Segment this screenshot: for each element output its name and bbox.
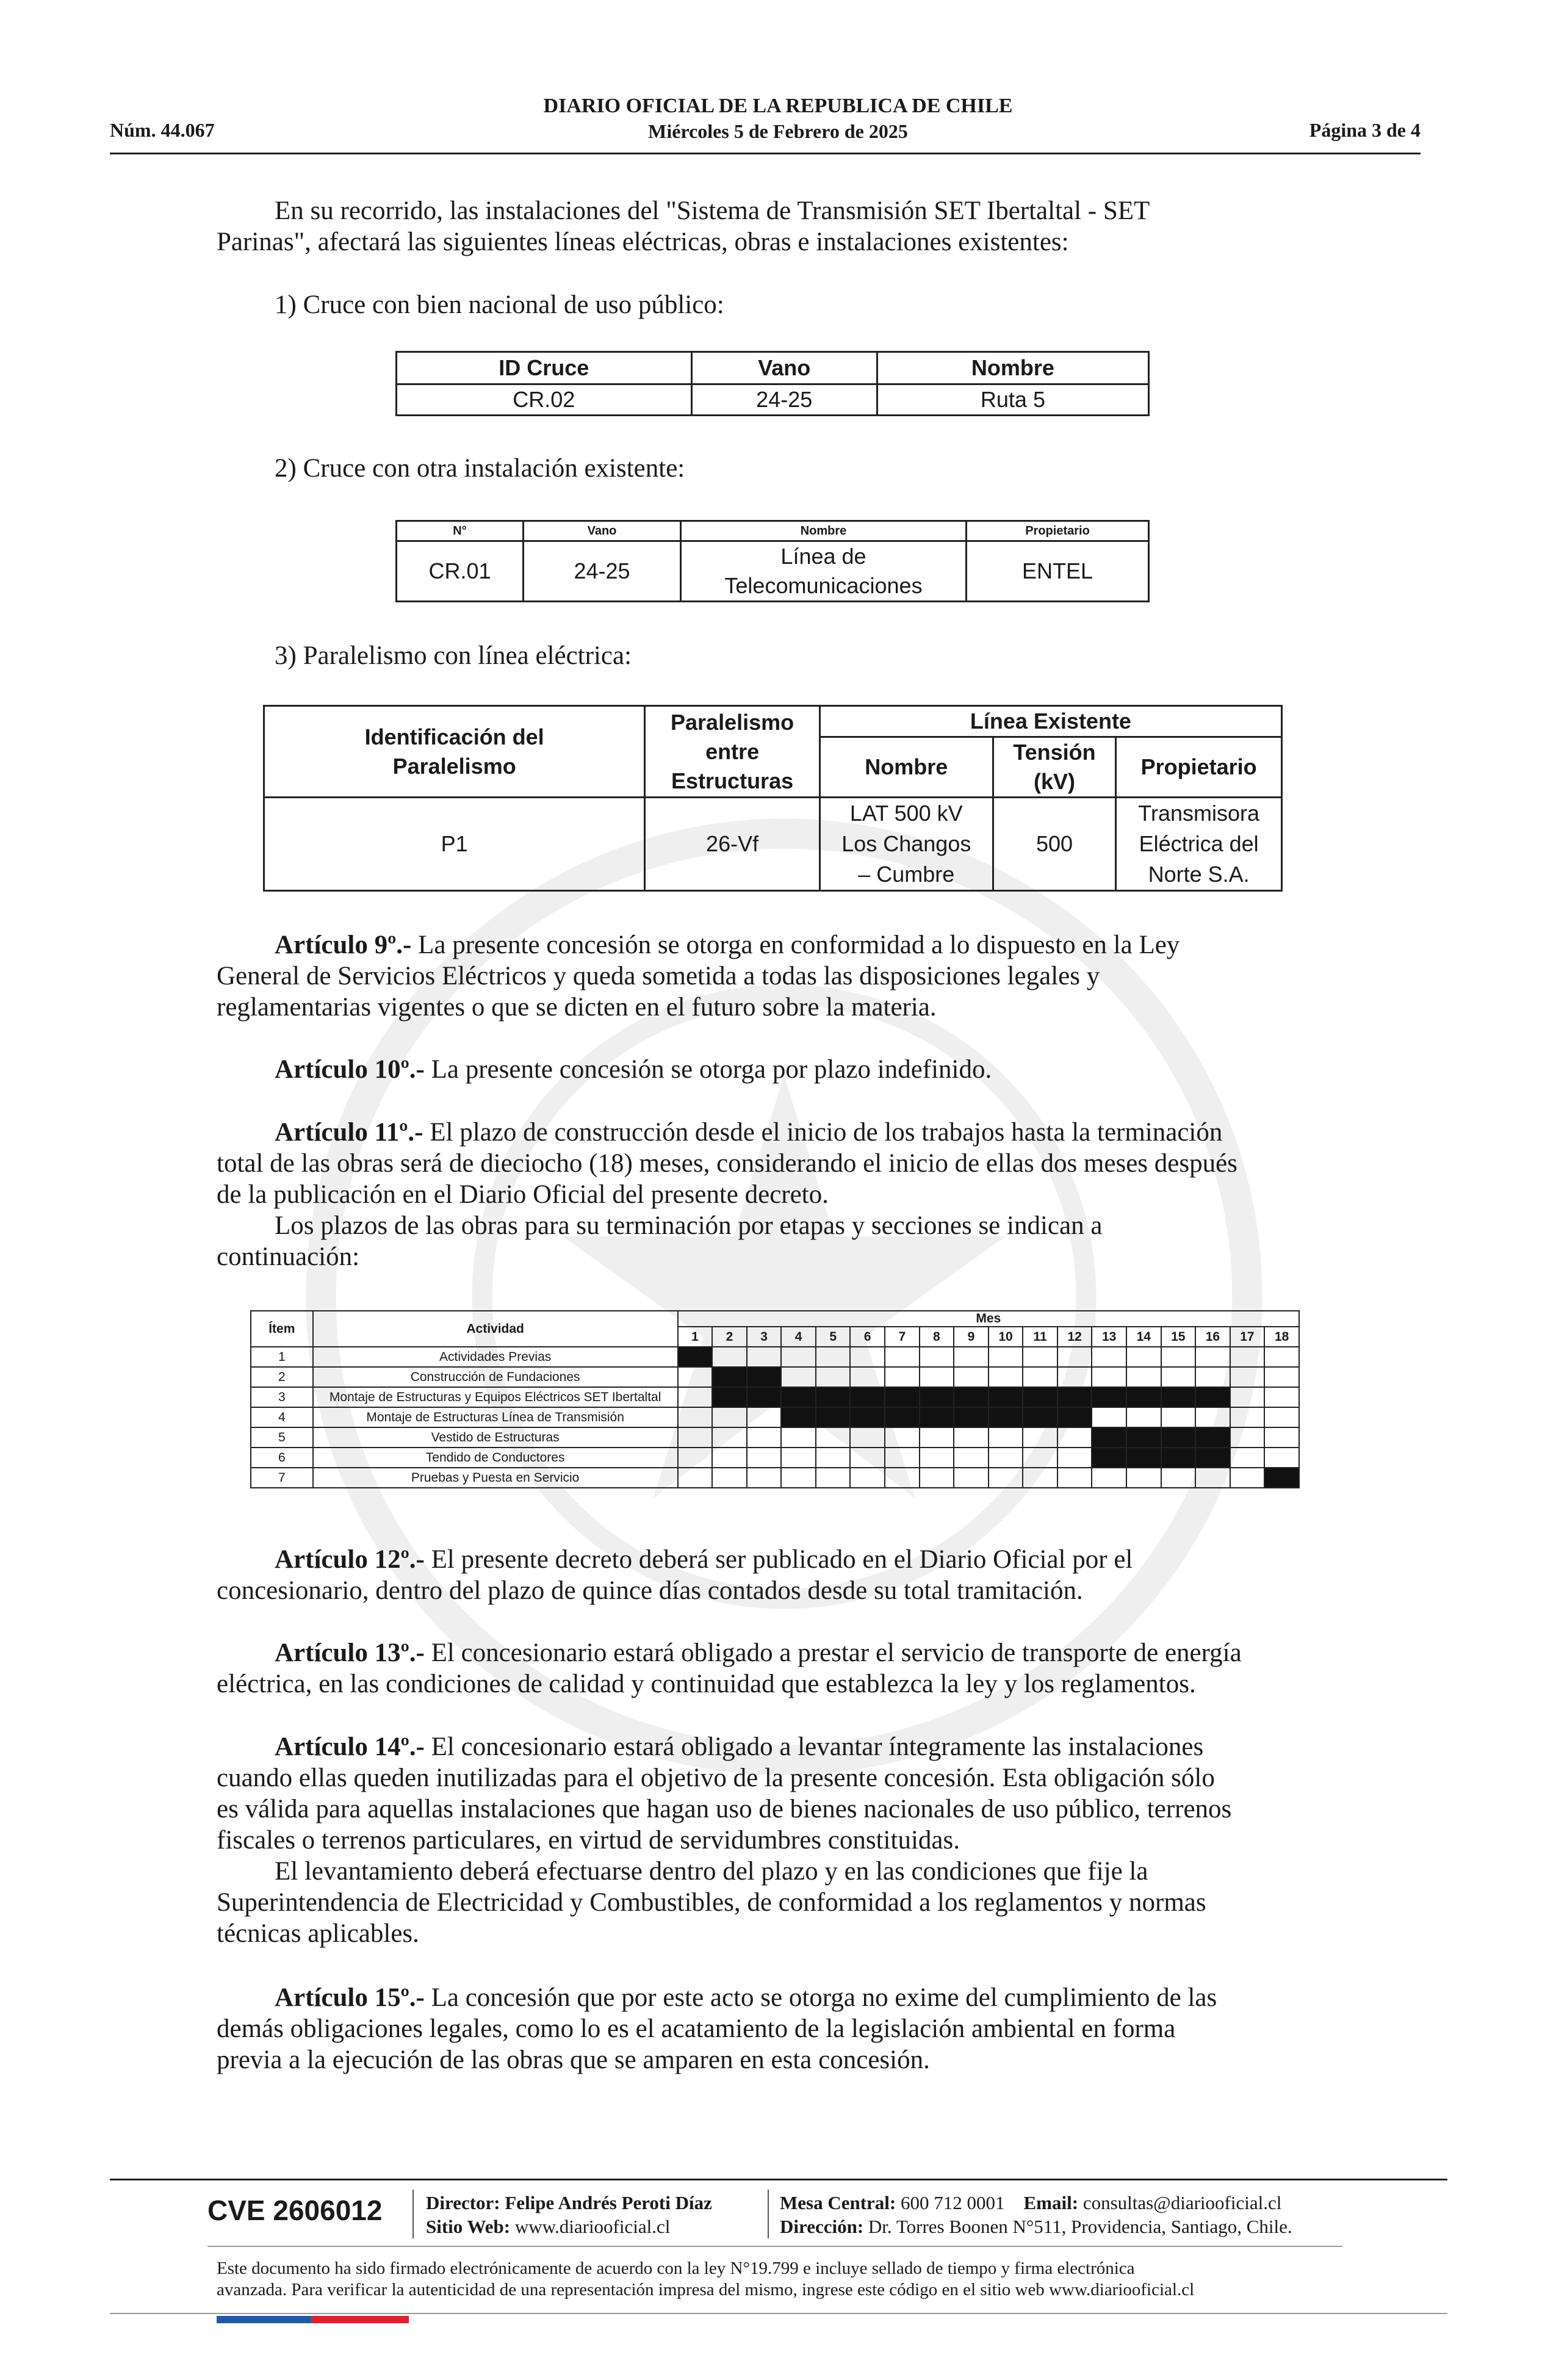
schedule-empty-cell	[1057, 1448, 1092, 1468]
schedule-empty-cell	[1057, 1468, 1092, 1488]
table-cell: ENTEL	[967, 541, 1149, 602]
article-text: cuando ellas queden inutilizadas para el objetivo de la presente concesión. Esta obligación sólo	[217, 1764, 1215, 1792]
schedule-empty-cell	[781, 1448, 816, 1468]
schedule-empty-cell	[816, 1468, 851, 1488]
article-label: Artículo 13º.-	[275, 1639, 425, 1667]
table-cell: LAT 500 kV Los Changos – Cumbre	[819, 798, 993, 891]
table-cell: P1	[264, 798, 645, 891]
schedule-empty-cell	[1023, 1448, 1057, 1468]
article-text: El concesionario estará obligado a levantar íntegramente las instalaciones	[431, 1733, 1204, 1761]
schedule-empty-cell	[747, 1468, 782, 1488]
schedule-bar-cell	[989, 1387, 1023, 1407]
schedule-empty-cell	[1092, 1468, 1126, 1488]
article-text: continuación:	[217, 1242, 360, 1271]
schedule-empty-cell	[781, 1427, 816, 1448]
schedule-bar-cell	[781, 1387, 816, 1407]
schedule-empty-cell	[1023, 1347, 1057, 1367]
schedule-bar-cell	[1161, 1448, 1196, 1468]
director-label: Director:	[426, 2192, 500, 2213]
schedule-empty-cell	[954, 1468, 989, 1488]
article-11	[217, 1117, 1338, 1272]
col-header: Propietario	[967, 521, 1149, 541]
schedule-empty-cell	[920, 1468, 954, 1488]
schedule-item: 4	[251, 1407, 313, 1427]
schedule-empty-cell	[1023, 1468, 1057, 1488]
month-header: 11	[1023, 1327, 1057, 1347]
article-text: total de las obras será de dieciocho (18) meses, considerando el inicio de ellas dos meses después	[217, 1149, 1237, 1178]
schedule-empty-cell	[1126, 1367, 1161, 1387]
crossing-installation-table	[395, 520, 1150, 602]
schedule-empty-cell	[816, 1347, 851, 1367]
parallelism-table	[263, 705, 1283, 892]
schedule-bar-cell	[885, 1407, 920, 1427]
schedule-item: 7	[251, 1468, 313, 1488]
schedule-empty-cell	[1126, 1347, 1161, 1367]
website-link[interactable]: www.diariooficial.cl	[514, 2216, 671, 2237]
article-14	[217, 1731, 1338, 1949]
email-link[interactable]: consultas@diariooficial.cl	[1082, 2192, 1282, 2213]
footer-separator	[412, 2190, 414, 2238]
schedule-activity: Actividades Previas	[313, 1347, 678, 1367]
schedule-empty-cell	[989, 1448, 1023, 1468]
schedule-empty-cell	[1230, 1407, 1265, 1427]
schedule-empty-cell	[678, 1387, 713, 1407]
schedule-bar-cell	[747, 1387, 782, 1407]
schedule-empty-cell	[885, 1448, 920, 1468]
schedule-empty-cell	[1057, 1347, 1092, 1367]
section-1-title: 1) Cruce con bien nacional de uso público:	[275, 290, 724, 319]
schedule-activity: Montaje de Estructuras y Equipos Eléctricos SET Ibertaltal	[313, 1387, 678, 1407]
schedule-empty-cell	[1264, 1427, 1299, 1448]
schedule-item: 1	[251, 1347, 313, 1367]
article-label: Artículo 10º.-	[275, 1055, 425, 1084]
schedule-bar-cell	[747, 1367, 782, 1387]
article-text: La presente concesión se otorga en conformidad a lo dispuesto en la Ley	[418, 931, 1180, 959]
schedule-bar-cell	[712, 1387, 747, 1407]
article-text: Los plazos de las obras para su terminación por etapas y secciones se indican a	[275, 1211, 1103, 1240]
schedule-item: 3	[251, 1387, 313, 1407]
schedule-empty-cell	[678, 1448, 713, 1468]
crossing-public-table	[395, 351, 1150, 416]
schedule-empty-cell	[712, 1468, 747, 1488]
month-header: 3	[747, 1327, 782, 1347]
schedule-bar-cell	[816, 1407, 851, 1427]
table-cell: Línea de Telecomunicaciones	[681, 541, 967, 602]
month-header: 5	[816, 1327, 851, 1347]
table-cell: CR.01	[397, 541, 524, 602]
article-text: General de Servicios Eléctricos y queda sometida a todas las disposiciones legales y	[217, 962, 1100, 990]
schedule-activity: Montaje de Estructuras Línea de Transmisión	[313, 1407, 678, 1427]
month-header: 4	[781, 1327, 816, 1347]
month-header: 15	[1161, 1327, 1196, 1347]
schedule-empty-cell	[1195, 1347, 1230, 1367]
schedule-bar-cell	[1057, 1407, 1092, 1427]
article-label: Artículo 11º.-	[275, 1118, 423, 1147]
table-cell: 24-25	[691, 384, 877, 416]
schedule-bar-cell	[1023, 1387, 1057, 1407]
schedule-bar-cell	[1161, 1427, 1196, 1448]
legal-note	[217, 2258, 1339, 2301]
footer-director-block	[426, 2191, 712, 2238]
article-text: fiscales o terrenos particulares, en virtud de servidumbres constituidas.	[217, 1826, 960, 1855]
month-header: 14	[1126, 1327, 1161, 1347]
month-header: 8	[920, 1327, 954, 1347]
col-header: N°	[397, 521, 524, 541]
schedule-item: 2	[251, 1367, 313, 1387]
article-text: Superintendencia de Electricidad y Combustibles, de conformidad a los reglamentos y normas	[217, 1888, 1206, 1917]
schedule-bar-cell	[1023, 1407, 1057, 1427]
schedule-empty-cell	[954, 1367, 989, 1387]
month-header: 17	[1230, 1327, 1265, 1347]
schedule-activity: Tendido de Conductores	[313, 1448, 678, 1468]
schedule-activity: Construcción de Fundaciones	[313, 1367, 678, 1387]
schedule-row	[251, 1387, 1299, 1407]
address-text: Dr. Torres Boonen N°511, Providencia, Santiago, Chile.	[868, 2216, 1292, 2237]
schedule-empty-cell	[885, 1427, 920, 1448]
schedule-bar-cell	[816, 1387, 851, 1407]
schedule-empty-cell	[1195, 1468, 1230, 1488]
schedule-empty-cell	[747, 1427, 782, 1448]
footer-divider	[110, 2179, 1447, 2180]
schedule-bar-cell	[781, 1407, 816, 1427]
article-text: La concesión que por este acto se otorga no exime del cumplimiento de las	[431, 1983, 1217, 2012]
schedule-bar-cell	[1264, 1468, 1299, 1488]
article-10	[217, 1054, 1338, 1085]
schedule-bar-cell	[885, 1387, 920, 1407]
email-label: Email:	[1023, 2192, 1079, 2213]
col-header: Propietario	[1116, 737, 1282, 798]
newspaper-title: DIARIO OFICIAL DE LA REPUBLICA DE CHILE	[543, 95, 1013, 117]
article-text: El plazo de construcción desde el inicio de los trabajos hasta la terminación	[430, 1118, 1223, 1147]
schedule-empty-cell	[954, 1427, 989, 1448]
col-header: Actividad	[313, 1311, 678, 1347]
schedule-empty-cell	[1161, 1367, 1196, 1387]
schedule-empty-cell	[1195, 1367, 1230, 1387]
schedule-bar-cell	[850, 1407, 885, 1427]
month-header: 6	[850, 1327, 885, 1347]
schedule-empty-cell	[1126, 1468, 1161, 1488]
article-15	[217, 1982, 1338, 2075]
phone-number: 600 712 0001	[901, 2192, 1005, 2213]
schedule-empty-cell	[885, 1367, 920, 1387]
schedule-bar-cell	[1126, 1448, 1161, 1468]
article-text: demás obligaciones legales, como lo es el acatamiento de la legislación ambiental en forma	[217, 2014, 1176, 2043]
schedule-empty-cell	[1230, 1448, 1265, 1468]
month-header: 9	[954, 1327, 989, 1347]
schedule-empty-cell	[1057, 1367, 1092, 1387]
footer-thin-divider	[207, 2246, 1342, 2247]
schedule-empty-cell	[1195, 1407, 1230, 1427]
schedule-empty-cell	[1264, 1407, 1299, 1427]
legal-note-line: avanzada. Para verificar la autenticidad de una representación impresa del mismo, ingrese este código en el sitio web www.diariooficial.cl	[217, 2280, 1195, 2299]
website-label: Sitio Web:	[426, 2216, 511, 2237]
month-header: 10	[989, 1327, 1023, 1347]
phone-label: Mesa Central:	[780, 2192, 896, 2213]
schedule-empty-cell	[989, 1347, 1023, 1367]
article-text: concesionario, dentro del plazo de quince días contados desde su total tramitación.	[217, 1576, 1083, 1605]
col-header: Vano	[691, 352, 877, 384]
article-12	[217, 1544, 1338, 1606]
table-cell: Transmisora Eléctrica del Norte S.A.	[1116, 798, 1282, 891]
article-text: La presente concesión se otorga por plazo indefinido.	[431, 1055, 992, 1084]
schedule-empty-cell	[1126, 1407, 1161, 1427]
month-header: 16	[1195, 1327, 1230, 1347]
schedule-row	[251, 1448, 1299, 1468]
schedule-empty-cell	[1161, 1347, 1196, 1367]
schedule-bar-cell	[954, 1407, 989, 1427]
article-13	[217, 1637, 1338, 1700]
footer-contact-block	[780, 2191, 1292, 2238]
col-header: Tensión (kV)	[993, 737, 1116, 798]
schedule-activity: Pruebas y Puesta en Servicio	[313, 1468, 678, 1488]
schedule-empty-cell	[1023, 1427, 1057, 1448]
col-header: Identificación del Paralelismo	[264, 706, 645, 798]
schedule-empty-cell	[1161, 1407, 1196, 1427]
col-header: Nombre	[819, 737, 993, 798]
schedule-empty-cell	[781, 1347, 816, 1367]
schedule-empty-cell	[850, 1367, 885, 1387]
schedule-empty-cell	[1092, 1347, 1126, 1367]
schedule-empty-cell	[678, 1367, 713, 1387]
schedule-empty-cell	[885, 1468, 920, 1488]
schedule-activity: Vestido de Estructuras	[313, 1427, 678, 1448]
schedule-bar-cell	[1126, 1427, 1161, 1448]
article-text: eléctrica, en las condiciones de calidad y continuidad que establezca la ley y los reglamentos.	[217, 1670, 1196, 1698]
header-divider	[110, 153, 1421, 154]
section-3-title: 3) Paralelismo con línea eléctrica:	[275, 641, 632, 670]
schedule-empty-cell	[816, 1448, 851, 1468]
schedule-empty-cell	[1230, 1468, 1265, 1488]
schedule-empty-cell	[920, 1448, 954, 1468]
col-header: Ítem	[251, 1311, 313, 1347]
article-label: Artículo 14º.-	[275, 1733, 425, 1761]
schedule-bar-cell	[1195, 1387, 1230, 1407]
schedule-bar-cell	[1195, 1427, 1230, 1448]
schedule-row	[251, 1407, 1299, 1427]
schedule-empty-cell	[678, 1468, 713, 1488]
month-header: 13	[1092, 1327, 1126, 1347]
schedule-empty-cell	[1230, 1367, 1265, 1387]
article-text: reglamentarias vigentes o que se dicten en el futuro sobre la materia.	[217, 993, 937, 1022]
schedule-empty-cell	[1057, 1427, 1092, 1448]
col-header: Paralelismo entre Estructuras	[645, 706, 820, 798]
schedule-empty-cell	[989, 1367, 1023, 1387]
schedule-empty-cell	[1092, 1367, 1126, 1387]
flag-stripe-red	[311, 2316, 409, 2323]
col-header: Línea Existente	[819, 706, 1281, 737]
table-cell: 500	[993, 798, 1116, 891]
schedule-empty-cell	[954, 1448, 989, 1468]
table-cell: CR.02	[397, 384, 692, 416]
cve-code: CVE 2606012	[207, 2194, 383, 2226]
schedule-bar-cell	[712, 1367, 747, 1387]
schedule-row	[251, 1347, 1299, 1367]
schedule-empty-cell	[1092, 1407, 1126, 1427]
schedule-bar-cell	[850, 1387, 885, 1407]
schedule-item: 5	[251, 1427, 313, 1448]
director-name: Felipe Andrés Peroti Díaz	[505, 2192, 712, 2213]
table-cell: 26-Vf	[645, 798, 820, 891]
schedule-empty-cell	[850, 1448, 885, 1468]
col-header: Nombre	[681, 521, 967, 541]
month-header: 18	[1264, 1327, 1299, 1347]
schedule-empty-cell	[850, 1468, 885, 1488]
schedule-bar-cell	[1092, 1427, 1126, 1448]
article-text: previa a la ejecución de las obras que se amparen en esta concesión.	[217, 2046, 930, 2074]
article-label: Artículo 12º.-	[275, 1545, 425, 1574]
month-header: 12	[1057, 1327, 1092, 1347]
schedule-empty-cell	[678, 1407, 713, 1427]
intro-line-1: En su recorrido, las instalaciones del "Sistema de Transmisión SET Ibertaltal - SET	[275, 197, 1150, 225]
schedule-empty-cell	[920, 1427, 954, 1448]
schedule-empty-cell	[816, 1427, 851, 1448]
schedule-bar-cell	[1126, 1387, 1161, 1407]
schedule-empty-cell	[954, 1347, 989, 1367]
month-header: 7	[885, 1327, 920, 1347]
schedule-empty-cell	[747, 1448, 782, 1468]
schedule-empty-cell	[1023, 1367, 1057, 1387]
article-label: Artículo 9º.-	[275, 931, 412, 959]
intro-paragraph	[217, 195, 1338, 258]
schedule-empty-cell	[989, 1468, 1023, 1488]
address-label: Dirección:	[780, 2216, 864, 2237]
schedule-row	[251, 1468, 1299, 1488]
schedule-empty-cell	[885, 1347, 920, 1367]
schedule-empty-cell	[712, 1427, 747, 1448]
schedule-bar-cell	[678, 1347, 713, 1367]
article-9	[217, 929, 1338, 1023]
page-number: Página 3 de 4	[1309, 119, 1421, 141]
schedule-bar-cell	[1092, 1387, 1126, 1407]
schedule-empty-cell	[850, 1347, 885, 1367]
flag-stripe-blue	[217, 2316, 311, 2323]
schedule-row	[251, 1367, 1299, 1387]
schedule-empty-cell	[781, 1367, 816, 1387]
schedule-empty-cell	[920, 1347, 954, 1367]
table-cell: Ruta 5	[877, 384, 1148, 416]
schedule-bar-cell	[1195, 1448, 1230, 1468]
article-text: técnicas aplicables.	[217, 1919, 419, 1948]
col-header: ID Cruce	[397, 352, 692, 384]
month-header: 1	[678, 1327, 713, 1347]
article-text: El presente decreto deberá ser publicado en el Diario Oficial por el	[431, 1545, 1133, 1574]
article-text: de la publicación en el Diario Oficial del presente decreto.	[217, 1180, 829, 1209]
schedule-bar-cell	[920, 1387, 954, 1407]
table-cell: 24-25	[524, 541, 681, 602]
schedule-bar-cell	[989, 1407, 1023, 1427]
issue-number: Núm. 44.067	[110, 119, 215, 141]
construction-schedule-table	[250, 1310, 1300, 1488]
schedule-empty-cell	[920, 1367, 954, 1387]
schedule-bar-cell	[1057, 1387, 1092, 1407]
schedule-empty-cell	[1264, 1347, 1299, 1367]
schedule-bar-cell	[954, 1387, 989, 1407]
month-header: 2	[712, 1327, 747, 1347]
schedule-empty-cell	[1230, 1387, 1265, 1407]
col-header: Vano	[524, 521, 681, 541]
article-text: El concesionario estará obligado a prestar el servicio de transporte de energía	[431, 1639, 1242, 1667]
schedule-empty-cell	[1230, 1427, 1265, 1448]
schedule-empty-cell	[850, 1427, 885, 1448]
schedule-empty-cell	[1230, 1347, 1265, 1367]
schedule-bar-cell	[1161, 1387, 1196, 1407]
schedule-bar-cell	[1092, 1448, 1126, 1468]
schedule-empty-cell	[989, 1427, 1023, 1448]
schedule-empty-cell	[1264, 1448, 1299, 1468]
schedule-empty-cell	[816, 1367, 851, 1387]
section-2-title: 2) Cruce con otra instalación existente:	[275, 454, 685, 483]
schedule-empty-cell	[1264, 1367, 1299, 1387]
article-text: es válida para aquellas instalaciones que hagan uso de bienes nacionales de uso público, terrenos	[217, 1795, 1232, 1823]
col-header: Nombre	[877, 352, 1148, 384]
schedule-empty-cell	[747, 1407, 782, 1427]
footer-bottom-divider	[110, 2313, 1447, 2314]
schedule-bar-cell	[920, 1407, 954, 1427]
issue-date: Miércoles 5 de Febrero de 2025	[648, 120, 908, 142]
schedule-empty-cell	[747, 1347, 782, 1367]
article-label: Artículo 15º.-	[275, 1983, 425, 2012]
intro-line-2: Parinas", afectará las siguientes líneas eléctricas, obras e instalaciones existentes:	[217, 228, 1069, 256]
footer-separator	[768, 2190, 769, 2238]
schedule-item: 6	[251, 1448, 313, 1468]
schedule-row	[251, 1427, 1299, 1448]
schedule-empty-cell	[781, 1468, 816, 1488]
schedule-empty-cell	[712, 1347, 747, 1367]
schedule-empty-cell	[1161, 1468, 1196, 1488]
legal-note-line: Este documento ha sido firmado electrónicamente de acuerdo con la ley N°19.799 e incluye sellado de tiempo y firma electrónica	[217, 2259, 1135, 2278]
col-header: Mes	[678, 1311, 1299, 1327]
schedule-empty-cell	[712, 1448, 747, 1468]
schedule-empty-cell	[678, 1427, 713, 1448]
schedule-empty-cell	[712, 1407, 747, 1427]
schedule-empty-cell	[1264, 1387, 1299, 1407]
article-text: El levantamiento deberá efectuarse dentro del plazo y en las condiciones que fije la	[275, 1857, 1148, 1886]
